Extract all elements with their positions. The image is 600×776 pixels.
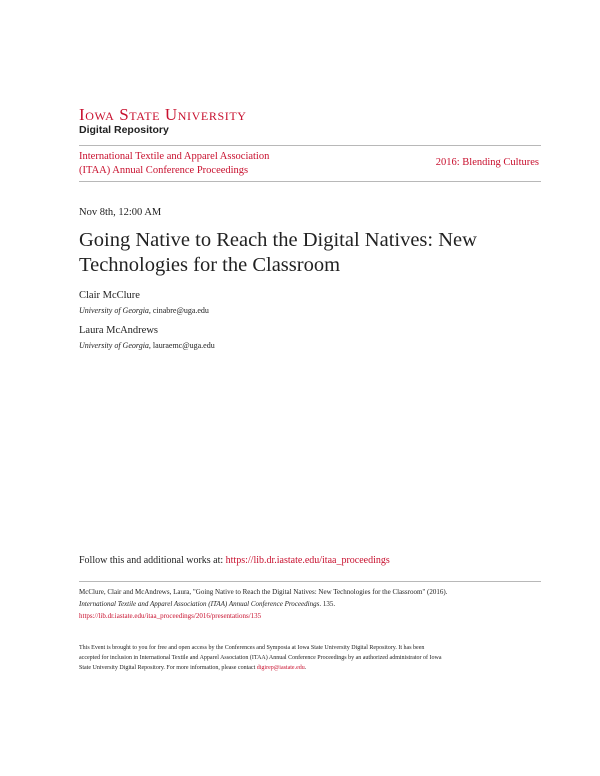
repository-name: Digital Repository [79, 124, 169, 136]
proceedings-link[interactable]: https://lib.dr.iastate.edu/itaa_proceedings [225, 555, 390, 566]
notice-line-3 [79, 663, 541, 673]
notice-line-1: This Event is brought to you for free and open access by the Conferences and Symposia at Iowa State University Digital Repository. It has been [79, 645, 425, 651]
author-name: Laura McAndrews [79, 325, 159, 336]
author-affiliation-university: University of Georgia [79, 306, 149, 315]
citation-divider [79, 581, 541, 582]
contact-email-link[interactable]: digirep@iastate.edu [256, 665, 305, 671]
author-affiliation: University of Georgia, cinabre@uga.edu [79, 306, 209, 315]
citation-line-2 [79, 598, 541, 610]
event-date: Nov 8th, 12:00 AM [79, 207, 162, 218]
notice-contact-text: State University Digital Repository. For more information, please contact [79, 665, 256, 671]
header-divider-top [79, 145, 541, 146]
author-affiliation-university: University of Georgia [79, 341, 149, 350]
notice-line-2: accepted for inclusion in International Textile and Apparel Association (ITAA) Annual Conference Proceedings by an authorized administrator of Iowa [79, 655, 442, 661]
series-line-2: (ITAA) Annual Conference Proceedings [79, 165, 249, 176]
follow-text: Follow this and additional works at: [79, 555, 224, 566]
paper-title [79, 228, 519, 278]
author-name: Clair McClure [79, 290, 140, 301]
recommended-citation [79, 586, 541, 622]
notice-end: . [304, 665, 307, 671]
author-email: lauraemc@uga.edu [152, 341, 215, 350]
header-divider-bottom [79, 181, 541, 182]
series-link[interactable] [79, 150, 339, 178]
access-notice [79, 643, 541, 673]
series-line-1: International Textile and Apparel Association [79, 151, 270, 162]
author-email: cinabre@uga.edu [152, 306, 209, 315]
paper-title-line-2: Technologies for the Classroom [79, 254, 341, 276]
citation-source: International Textile and Apparel Association (ITAA) Annual Conference Proceedings [79, 600, 320, 608]
university-logo: Iowa State University [79, 105, 247, 124]
citation-line-1: McClure, Clair and McAndrews, Laura, "Going Native to Reach the Digital Natives: New Technologies for the Classroom" (2016). [79, 588, 448, 596]
paper-title-line-1: Going Native to Reach the Digital Natives: New [79, 229, 477, 251]
collection-link[interactable]: 2016: Blending Cultures [435, 157, 539, 168]
author-affiliation: University of Georgia, lauraemc@uga.edu [79, 341, 215, 350]
citation-number: . 135. [319, 600, 336, 608]
citation-link[interactable]: https://lib.dr.iastate.edu/itaa_proceedings/2016/presentations/135 [79, 612, 262, 620]
follow-line [79, 555, 390, 566]
